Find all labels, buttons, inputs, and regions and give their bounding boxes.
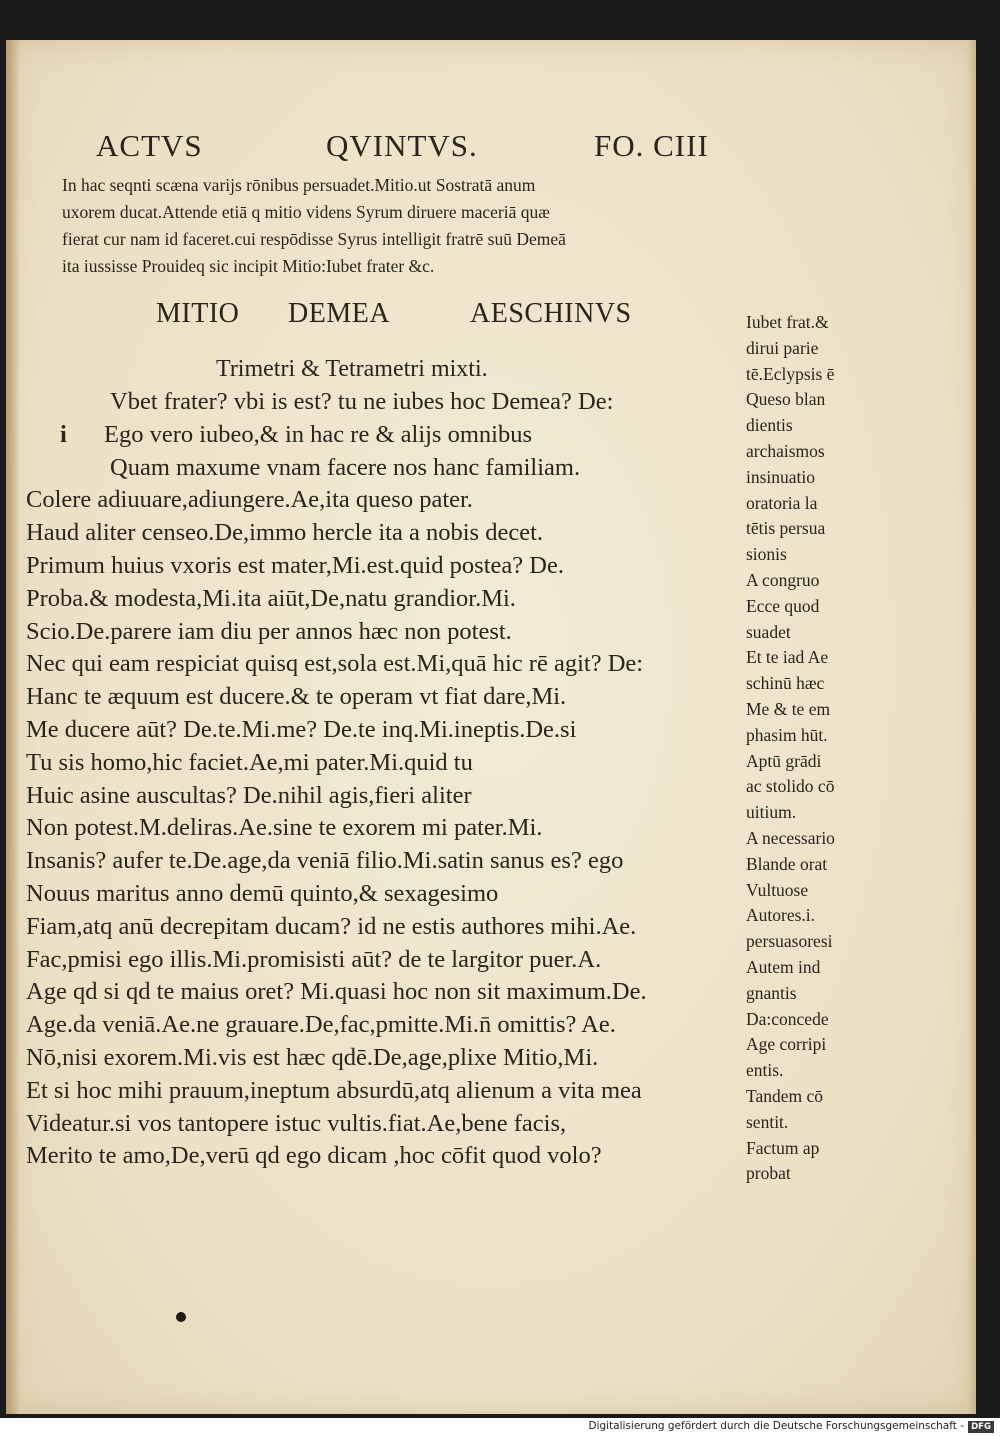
gloss-line: tētis persua bbox=[746, 518, 826, 539]
gloss-line: uitium. bbox=[746, 802, 797, 823]
gloss-line: dirui parie bbox=[746, 337, 819, 358]
verse-line: Et si hoc mihi prauum,ineptum absurdū,atq alienum a vita mea bbox=[26, 1076, 642, 1104]
scene-summary bbox=[62, 172, 762, 280]
verse-marker: i bbox=[60, 420, 67, 448]
gloss-line: Queso blan bbox=[746, 389, 826, 410]
verse-line: Age.da veniā.Ae.ne grauare.De,fac,pmitte.Mi.n̄ omittis? Ae. bbox=[26, 1011, 616, 1039]
funding-credit: Digitalisierung gefördert durch die Deutsche Forschungsgemeinschaft - bbox=[588, 1420, 964, 1432]
gloss-line: insinuatio bbox=[746, 466, 816, 487]
verse-line: Nouus maritus anno demū quinto,& sexagesimo bbox=[26, 879, 499, 907]
verse-line: Tu sis homo,hic faciet.Ae,mi pater.Mi.quid tu bbox=[26, 748, 473, 776]
gloss-line: Ecce quod bbox=[746, 595, 820, 616]
summary-line: fierat cur nam id faceret.cui respōdisse Syrus intelligit fratrē suū Demeā bbox=[62, 229, 566, 249]
ink-dot bbox=[176, 1312, 186, 1322]
gloss-line: Iubet frat.& bbox=[746, 312, 829, 332]
gloss-line: ac stolido cō bbox=[746, 776, 835, 797]
gloss-line: schinū hæc bbox=[746, 673, 825, 694]
gloss-line: tē.Eclypsis ē bbox=[746, 363, 835, 384]
page-edge-shadow bbox=[968, 40, 976, 1414]
gloss-line: Da:concede bbox=[746, 1008, 829, 1029]
gloss-line: archaismos bbox=[746, 440, 825, 461]
verse-line: Fiam,atq anū decrepitam ducam? id ne estis authores mihi.Ae. bbox=[26, 912, 637, 940]
gloss-line: sentit. bbox=[746, 1111, 789, 1132]
verse-line: Nec qui eam respiciat quisq est,sola est.Mi,quā hic rē agit? De: bbox=[26, 650, 644, 678]
gloss-line: Blande orat bbox=[746, 853, 828, 874]
verse-line: Me ducere aūt? De.te.Mi.me? De.te inq.Mi.ineptis.De.si bbox=[26, 715, 577, 743]
gloss-line: Me & te em bbox=[746, 698, 831, 719]
verse-line: Quam maxume vnam facere nos hanc familiam. bbox=[110, 453, 581, 481]
gloss-line: gnantis bbox=[746, 982, 797, 1003]
gloss-line: Autores.i. bbox=[746, 905, 816, 926]
gloss-line: persuasoresi bbox=[746, 931, 833, 952]
marginal-glosses bbox=[746, 310, 886, 1187]
gloss-line: Tandem cō bbox=[746, 1085, 824, 1106]
verse-line-text: Ego vero iubeo,& in hac re & alijs omnibus bbox=[104, 420, 532, 448]
summary-line: In hac seqnti scæna varijs rōnibus persuadet.Mitio.ut Sostratā anum bbox=[62, 175, 536, 195]
verse-line: Haud aliter censeo.De,immo hercle ita a nobis decet. bbox=[26, 519, 544, 547]
gloss-line: entis. bbox=[746, 1060, 784, 1081]
verse-line: Proba.& modesta,Mi.ita aiūt,De,natu grandior.Mi. bbox=[26, 584, 516, 612]
gloss-line: phasim hūt. bbox=[746, 724, 828, 745]
gloss-line: Autem ind bbox=[746, 956, 821, 977]
folio-number: FO. CIII bbox=[594, 128, 709, 163]
running-head bbox=[6, 128, 976, 168]
gloss-line: A congruo bbox=[746, 569, 820, 590]
gloss-line: probat bbox=[746, 1163, 791, 1184]
speaker-aeschinus: AESCHINVS bbox=[470, 298, 632, 329]
gloss-line: Factum ap bbox=[746, 1137, 820, 1158]
gloss-line: oratoria la bbox=[746, 492, 818, 513]
running-head-actus: ACTVS bbox=[96, 128, 203, 163]
gloss-line: Vultuose bbox=[746, 879, 809, 900]
verse-line: Merito te amo,De,verū qd ego dicam ,hoc cōfit quod volo? bbox=[26, 1142, 602, 1170]
speaker-demea: DEMEA bbox=[288, 298, 391, 329]
verse-line: Huic asine auscultas? De.nihil agis,fieri aliter bbox=[26, 781, 472, 809]
verse-block bbox=[26, 386, 766, 1173]
verse-line: Scio.De.parere iam diu per annos hæc non potest. bbox=[26, 617, 512, 645]
speaker-mitio: MITIO bbox=[156, 298, 240, 329]
verse-line: Age qd si qd te maius oret? Mi.quasi hoc non sit maximum.De. bbox=[26, 978, 647, 1006]
verse-line: Primum huius vxoris est mater,Mi.est.quid postea? De. bbox=[26, 551, 564, 579]
dfg-logo-icon: DFG bbox=[968, 1421, 994, 1433]
gloss-line: suadet bbox=[746, 621, 791, 642]
verse-line: Colere adiuuare,adiungere.Ae,ita queso pater. bbox=[26, 486, 473, 514]
gloss-line: dientis bbox=[746, 415, 793, 436]
gloss-line: Age corripi bbox=[746, 1034, 827, 1055]
verse-line: Nō,nisi exorem.Mi.vis est hæc qdē.De,age,plixe Mitio,Mi. bbox=[26, 1043, 599, 1071]
verse-line: Videatur.si vos tantopere istuc vultis.fiat.Ae,bene facis, bbox=[26, 1109, 567, 1137]
meter-note: Trimetri & Tetrametri mixti. bbox=[216, 356, 488, 382]
gloss-line: Aptū grādi bbox=[746, 750, 822, 771]
verse-line: Non potest.M.deliras.Ae.sine te exorem mi pater.Mi. bbox=[26, 814, 543, 842]
speaker-heading bbox=[6, 298, 766, 338]
gloss-line: A necessario bbox=[746, 827, 835, 848]
page-gutter-shadow bbox=[6, 40, 20, 1414]
summary-line: uxorem ducat.Attende etiā q mitio videns Syrum diruere maceriā quæ bbox=[62, 202, 550, 222]
gloss-line: sionis bbox=[746, 544, 787, 565]
verse-line: Insanis? aufer te.De.age,da veniā filio.Mi.satin sanus es? ego bbox=[26, 847, 624, 875]
summary-line: ita iussisse Prouideq sic incipit Mitio:Iubet frater &c. bbox=[62, 256, 435, 276]
footer-bar bbox=[0, 1418, 1000, 1436]
verse-line: Vbet frater? vbi is est? tu ne iubes hoc Demea? De: bbox=[110, 388, 614, 415]
verse-line: Fac,pmisi ego illis.Mi.promisisti aūt? de te largitor puer.A. bbox=[26, 945, 602, 973]
running-head-quintus: QVINTVS. bbox=[326, 128, 478, 163]
book-page bbox=[6, 40, 976, 1414]
verse-line: Hanc te æquum est ducere.& te operam vt fiat dare,Mi. bbox=[26, 683, 567, 711]
verse-line-marked bbox=[26, 419, 766, 452]
gloss-line: Et te iad Ae bbox=[746, 647, 829, 668]
